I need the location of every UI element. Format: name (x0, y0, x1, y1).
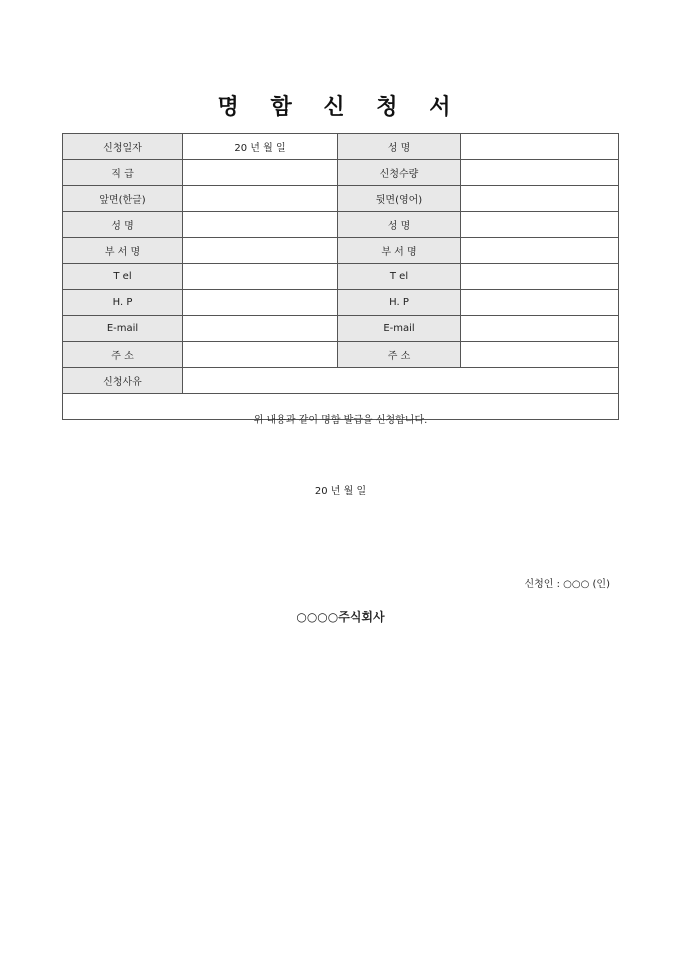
form-row (63, 186, 619, 212)
form-row (63, 238, 619, 264)
field-value[interactable]: 20 년 월 일 (183, 134, 338, 160)
form-row (63, 316, 619, 342)
application-form-table (62, 133, 619, 624)
field-label: 성 명 (63, 212, 183, 238)
form-row (63, 160, 619, 186)
field-value[interactable] (461, 342, 619, 368)
signature-section (63, 394, 619, 624)
field-label: 성 명 (338, 212, 461, 238)
field-value[interactable] (183, 342, 338, 368)
field-label: H. P (63, 290, 183, 316)
field-label: H. P (338, 290, 461, 316)
field-value[interactable] (183, 290, 338, 316)
field-label: 부 서 명 (63, 238, 183, 264)
field-value[interactable] (183, 238, 338, 264)
field-label: 주 소 (63, 342, 183, 368)
form-row (63, 134, 619, 160)
field-value[interactable] (461, 134, 619, 160)
field-value[interactable] (183, 160, 338, 186)
form-row (63, 212, 619, 238)
field-value[interactable] (183, 186, 338, 212)
field-value[interactable] (461, 316, 619, 342)
page-title: 명 함 신 청 서 (217, 95, 463, 120)
field-label: 뒷면(영어) (338, 186, 461, 212)
field-value[interactable] (461, 160, 619, 186)
field-value[interactable] (183, 212, 338, 238)
reason-label: 신청사유 (63, 368, 183, 394)
field-value[interactable] (183, 316, 338, 342)
field-label: T el (338, 264, 461, 290)
field-label: 주 소 (338, 342, 461, 368)
reason-row (63, 368, 619, 394)
footer-row (63, 394, 619, 420)
field-value[interactable] (461, 290, 619, 316)
field-value[interactable] (183, 264, 338, 290)
field-label: 신청일자 (63, 134, 183, 160)
field-label: E-mail (63, 316, 183, 342)
field-value[interactable] (461, 238, 619, 264)
company-name: ○○○○주식회사 (296, 610, 385, 624)
field-label: T el (63, 264, 183, 290)
field-label: E-mail (338, 316, 461, 342)
field-label: 성 명 (338, 134, 461, 160)
applicant-signature: 신청인 : ○○○ (인) (524, 579, 610, 590)
field-label: 앞면(한글) (63, 186, 183, 212)
form-row (63, 290, 619, 316)
field-value[interactable] (461, 212, 619, 238)
reason-field[interactable] (183, 368, 619, 394)
field-label: 부 서 명 (338, 238, 461, 264)
form-row (63, 342, 619, 368)
field-value[interactable] (461, 264, 619, 290)
field-label: 직 급 (63, 160, 183, 186)
field-value[interactable] (461, 186, 619, 212)
signature-date: 20 년 월 일 (314, 486, 367, 497)
declaration-statement: 위 내용과 같이 명함 발급을 신청합니다. (253, 415, 428, 426)
field-label: 신청수량 (338, 160, 461, 186)
form-row (63, 264, 619, 290)
